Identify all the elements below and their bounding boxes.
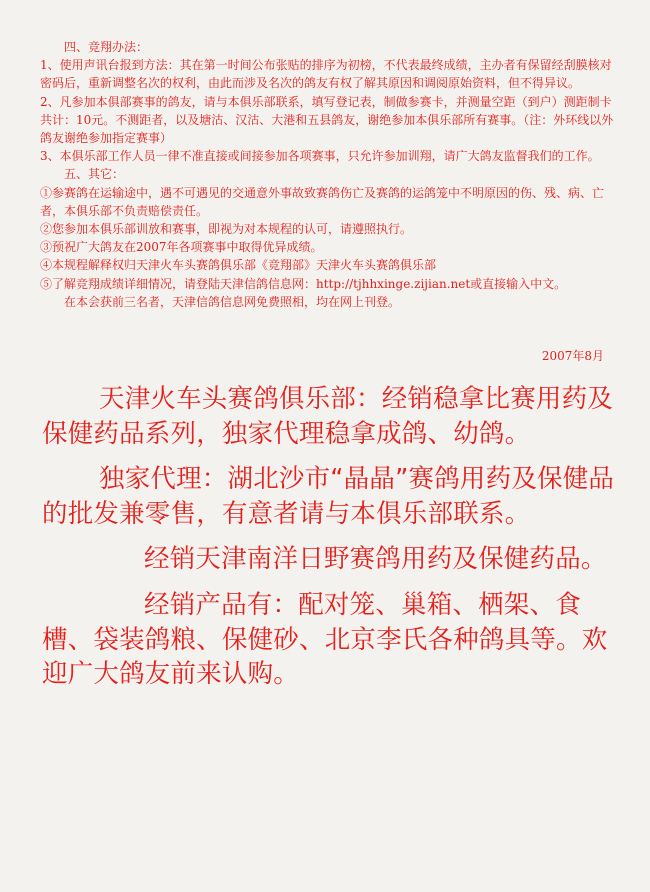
document-date: 2007年8月 bbox=[541, 349, 604, 363]
ad-paragraph-2: 独家代理：湖北沙市“晶晶”赛鸽用药及保健品的批发兼零售，有意者请与本俱乐部联系。 bbox=[42, 464, 615, 529]
section5-heading: 五、其它： bbox=[64, 167, 125, 182]
advertisement-text bbox=[42, 382, 617, 692]
section5-item-5: ⑤了解竞翔成绩详细情况，请登陆天津信鸽信息网：http://tjhhxinge.zijian.net或直接输入中文。 bbox=[40, 276, 567, 291]
ad-paragraph-3: 经销天津南洋日野赛鸽用药及保健药品。 bbox=[144, 544, 607, 575]
section4-item-1: 1、使用声讯台报到方法：其在第一时间公布张贴的排序为初榜，不代表最终成绩，主办者有保留经刮膜核对密码后，重新调整名次的权利，由此而涉及名次的鸽友有权了解其原因和调阅原始资料，但不得异议。 bbox=[40, 58, 612, 91]
section5-item-3: ③预祝广大鸽友在2007年各项赛事中取得优异成绩。 bbox=[40, 240, 323, 255]
section4-item-2: 2、凡参加本俱部赛事的鸽友，请与本俱乐部联系，填写登记表，制做参赛卡，并测量空距（到户）测距制卡共计：10元。不测距者，以及塘沽、汉沽、大港和五县鸽友，谢绝参加本俱乐部所有赛事。（注：外环线以外鸽友谢绝参加指定赛事） bbox=[40, 94, 614, 146]
section4-heading: 四、竞翔办法： bbox=[64, 40, 149, 54]
ad-paragraph-1: 天津火车头赛鸽俱乐部：经销稳拿比赛用药及保健药品系列，独家代理稳拿成鸽、幼鸽。 bbox=[42, 384, 614, 449]
section5-note: 在本会获前三名者，天津信鸽信息网免费照相，均在网上刊登。 bbox=[64, 294, 401, 309]
section5-item-1: ①参赛鸽在运输途中，遇不可遇见的交通意外事故致赛鸽伤亡及赛鸽的运鸽笼中不明原因的伤、残、病、亡者，本俱乐部不负责赔偿责任。 bbox=[40, 185, 605, 218]
section4-item-3: 3、本俱乐部工作人员一律不准直接或间接参加各项赛事，只允许参加训翔，请广大鸽友监督我们的工作。 bbox=[40, 149, 600, 164]
section5-item-2: ②您参加本俱乐部训放和赛事，即视为对本规程的认可，请遵照执行。 bbox=[40, 222, 413, 237]
rules-text bbox=[40, 38, 615, 311]
ad-paragraph-4: 经销产品有：配对笼、巢箱、栖架、食槽、袋装鸽粮、保健砂、北京李氏各种鸽具等。欢迎广大鸽友前来认购。 bbox=[42, 589, 608, 690]
section5-item-4: ④本规程解释权归天津火车头赛鸽俱乐部《竞翔部》天津火车头赛鸽俱乐部 bbox=[40, 258, 437, 273]
